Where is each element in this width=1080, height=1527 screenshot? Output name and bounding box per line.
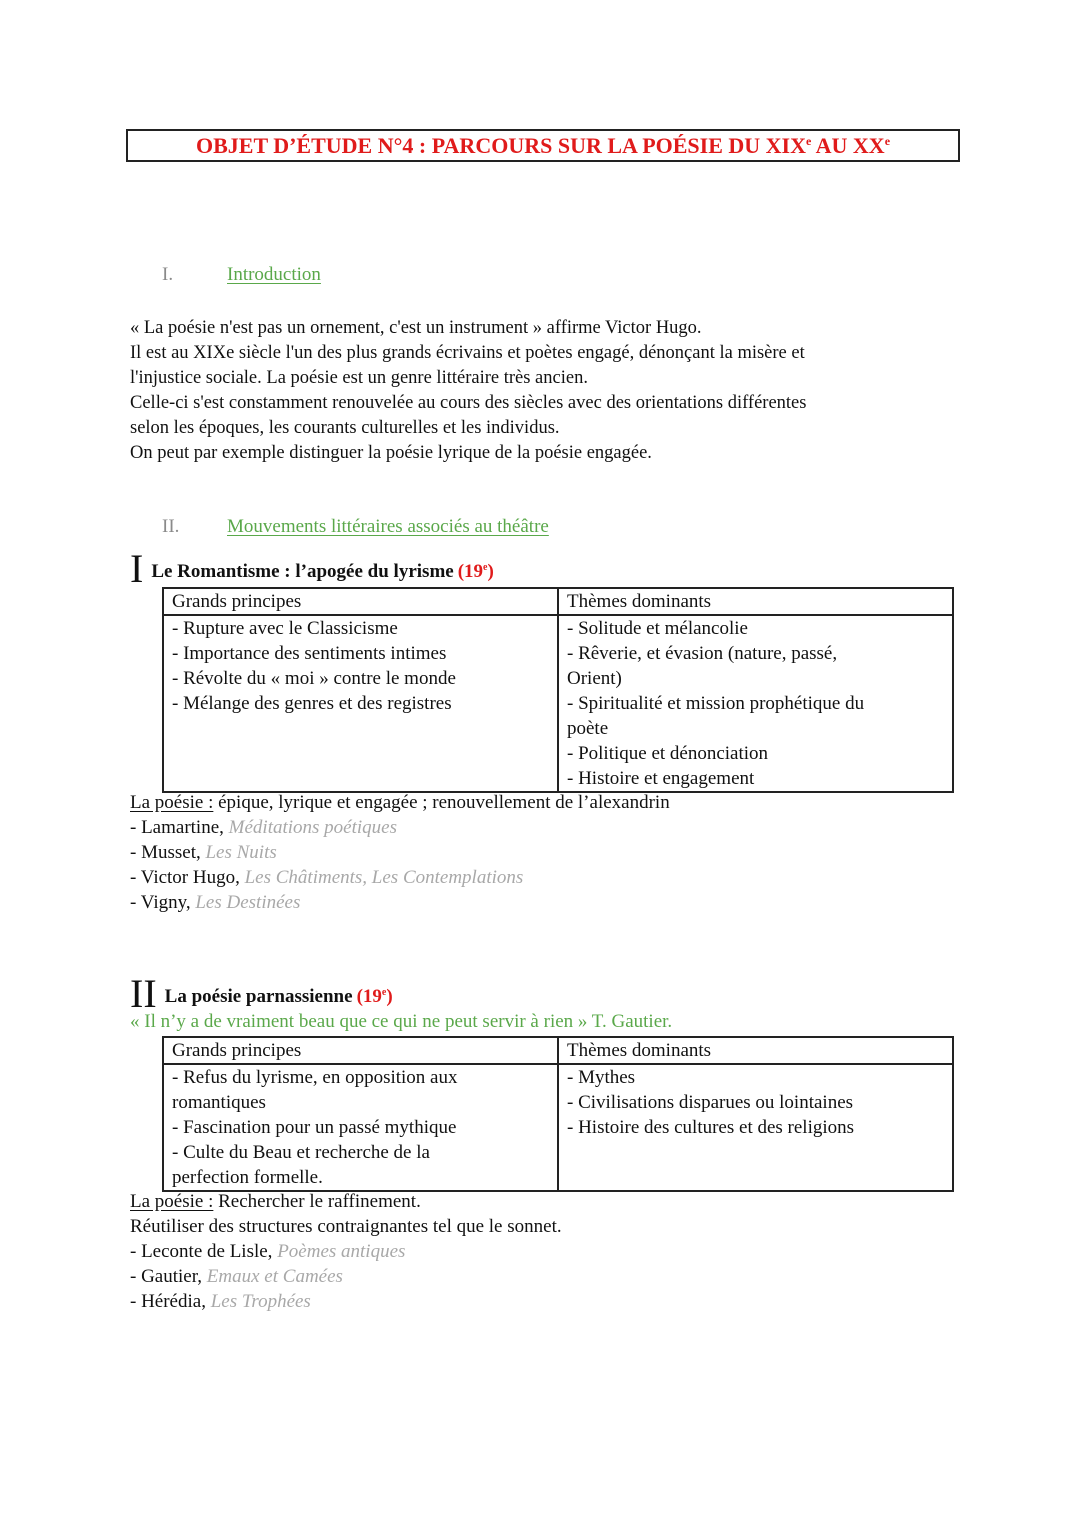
work-title: Les Nuits [205, 842, 277, 863]
theme-item: - Mythes [567, 1067, 636, 1088]
introduction-heading [162, 264, 321, 286]
theme-item: poète [567, 718, 609, 739]
romantisme-themes-cell [558, 615, 953, 792]
intro-line: Celle-ci s'est constamment renouvelée au cours des siècles avec des orientations différentes [130, 393, 807, 413]
romantisme-century: (19e) [457, 561, 494, 582]
theme-item: - Solitude et mélancolie [567, 618, 748, 639]
theme-item: - Histoire et engagement [567, 768, 755, 789]
poesie-label: La poésie : [130, 792, 214, 813]
romantisme-table [162, 587, 954, 793]
theme-item: - Politique et dénonciation [567, 743, 769, 764]
romantisme-heading [130, 545, 494, 592]
theme-item: - Histoire des cultures et des religions [567, 1117, 855, 1138]
theme-item: - Spiritualité et mission prophétique du [567, 693, 865, 714]
principle-item: - Révolte du « moi » contre le monde [172, 668, 456, 689]
parnasse-extra-line: Réutiliser des structures contraignantes tel que le sonnet. [130, 1216, 562, 1237]
movements-number: II. [162, 516, 180, 537]
parnasse-principles-cell [163, 1064, 558, 1191]
romantisme-col2-header: Thèmes dominants [558, 588, 953, 615]
romantisme-title: Le Romantisme : l’apogée du lyrisme [151, 561, 454, 582]
romantisme-poesie-line [130, 790, 670, 815]
theme-item: Orient) [567, 668, 622, 689]
title-sup-1: e [806, 134, 812, 148]
poesie-text: épique, lyrique et engagée ; renouvellement de l’alexandrin [213, 792, 670, 813]
parnasse-poesie-line [130, 1189, 562, 1214]
parnasse-roman: II [130, 971, 157, 1016]
parnasse-century: (19e) [356, 986, 393, 1007]
principle-item: - Mélange des genres et des registres [172, 693, 452, 714]
work-title: Les Châtiments, Les Contemplations [244, 867, 524, 888]
work-title: Emaux et Camées [206, 1266, 343, 1287]
author-line: - Lamartine, Méditations poétiques [130, 817, 397, 838]
parnasse-title: La poésie parnassienne [164, 986, 353, 1007]
principle-item: - Importance des sentiments intimes [172, 643, 447, 664]
intro-line: selon les époques, les courants culturelles et les individus. [130, 418, 560, 438]
movements-heading [162, 516, 549, 538]
principle-item: - Culte du Beau et recherche de la [172, 1142, 430, 1163]
parnasse-poetry-block [130, 1189, 562, 1314]
parnasse-heading [130, 970, 393, 1017]
parnasse-themes-cell [558, 1064, 953, 1191]
parnasse-col2-header: Thèmes dominants [558, 1037, 953, 1064]
romantisme-principles-cell [163, 615, 558, 792]
romantisme-roman: I [130, 546, 144, 591]
work-title: Les Trophées [210, 1291, 311, 1312]
intro-line: Il est au XIXe siècle l'un des plus grands écrivains et poètes engagé, dénonçant la misère et [130, 343, 805, 363]
principle-item: - Refus du lyrisme, en opposition aux [172, 1067, 458, 1088]
author-line: - Victor Hugo, Les Châtiments, Les Contemplations [130, 867, 524, 888]
author-line: - Hérédia, Les Trophées [130, 1291, 311, 1312]
principle-item: - Fascination pour un passé mythique [172, 1117, 457, 1138]
introduction-number: I. [162, 264, 174, 285]
author-line: - Vigny, Les Destinées [130, 892, 301, 913]
parnasse-col1-header: Grands principes [163, 1037, 558, 1064]
title-main: OBJET D’ÉTUDE N°4 : PARCOURS SUR LA POÉSIE DU XIX [195, 133, 807, 158]
intro-line: l'injustice sociale. La poésie est un genre littéraire très ancien. [130, 368, 588, 388]
title-sup-2: e [884, 134, 891, 148]
work-title: Méditations poétiques [228, 817, 397, 838]
work-title: Les Destinées [195, 892, 301, 913]
title-mid: AU XX [811, 133, 885, 158]
document-title [126, 129, 960, 162]
movements-title: Mouvements littéraires associés au théâtre [227, 516, 549, 537]
poesie-text: Rechercher le raffinement. [213, 1191, 421, 1212]
introduction-title: Introduction [227, 264, 321, 285]
intro-line: « La poésie n'est pas un ornement, c'est un instrument » affirme Victor Hugo. [130, 318, 702, 338]
romantisme-col1-header: Grands principes [163, 588, 558, 615]
principle-item: - Rupture avec le Classicisme [172, 618, 398, 639]
author-line: - Gautier, Emaux et Camées [130, 1266, 343, 1287]
theme-item: - Civilisations disparues ou lointaines [567, 1092, 854, 1113]
author-line: - Leconte de Lisle, Poèmes antiques [130, 1241, 406, 1262]
gautier-quote: « Il n’y a de vraiment beau que ce qui ne peut servir à rien » T. Gautier. [130, 1011, 673, 1032]
author-line: - Musset, Les Nuits [130, 842, 277, 863]
principle-item: perfection formelle. [172, 1167, 323, 1188]
principle-item: romantiques [172, 1092, 266, 1113]
romantisme-poetry-block [130, 790, 670, 915]
introduction-paragraph [130, 316, 806, 466]
work-title: Poèmes antiques [277, 1241, 406, 1262]
intro-line: On peut par exemple distinguer la poésie lyrique de la poésie engagée. [130, 443, 652, 463]
parnasse-table [162, 1036, 954, 1192]
theme-item: - Rêverie, et évasion (nature, passé, [567, 643, 838, 664]
poesie-label: La poésie : [130, 1191, 214, 1212]
